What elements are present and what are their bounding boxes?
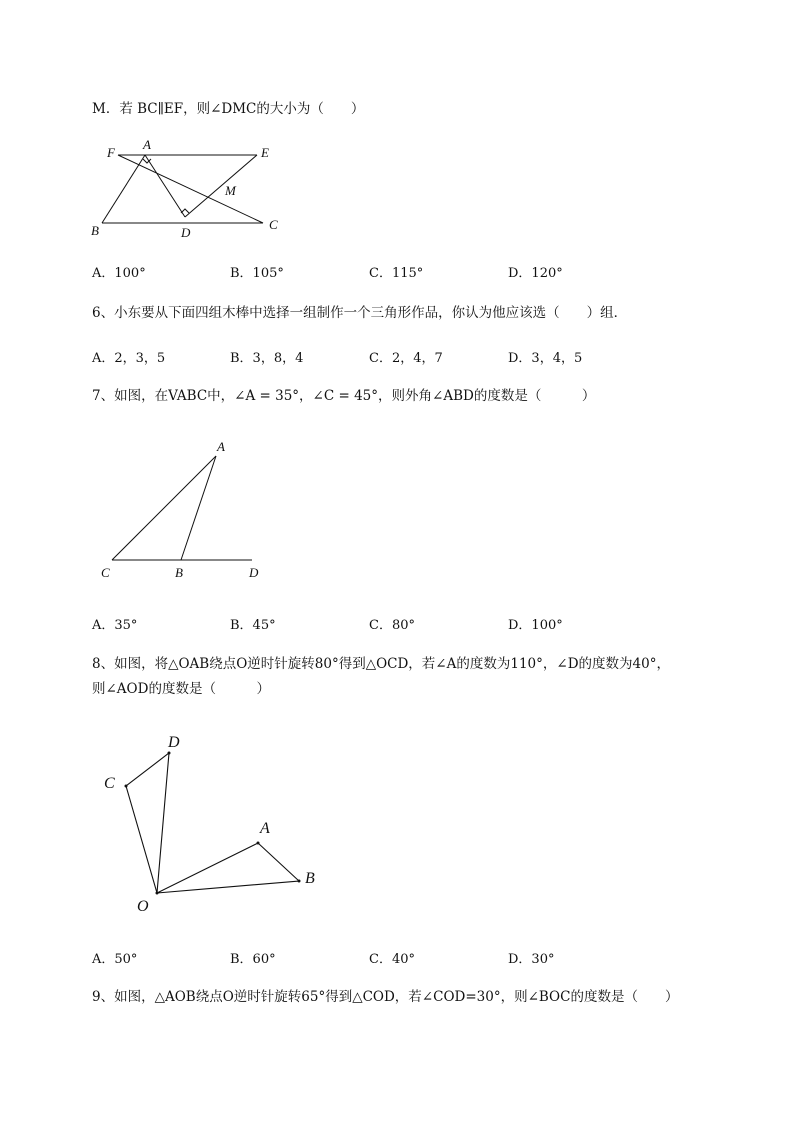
q5-label-d: D [181,225,191,240]
q8-label-d: D [168,734,180,751]
q8-option-a: A．50° [92,952,138,967]
q7-option-a: A．35° [92,618,138,633]
q7-option-b: B．45° [230,618,276,633]
q5-stem: M．若 BC∥EF，则∠DMC的大小为（ ） [92,101,365,117]
q7-option-c: C．80° [369,618,415,633]
q5-label-m: M [225,183,236,198]
q7-label-b: B [175,565,183,580]
q8-option-c: C．40° [369,952,415,967]
q5-right-angle-d [181,209,189,213]
q7-stem: 7、如图，在VABC中，∠A = 35°，∠C = 45°，则外角∠ABD的度数是（ ） [92,388,596,404]
q5-label-e: E [261,145,269,160]
q5-option-b: B．105° [230,266,284,281]
q8-triangle-ocd [126,753,169,893]
q6-option-b: B．3，8，4 [230,351,304,366]
q6-option-c: C．2，4，7 [369,351,443,366]
q5-option-c: C．115° [369,266,424,281]
q5-option-a: A．100° [92,266,146,281]
q5-label-c: C [269,217,278,232]
q5-figure [85,135,305,245]
q9-stem: 9、如图，△AOB绕点O逆时针旋转65°得到△COD，若∠COD=30°，则∠BOC的度数是（ ） [92,989,679,1005]
q7-line-ba [181,456,216,560]
q7-option-d: D．100° [508,618,563,633]
q8-label-o: O [137,898,149,915]
q7-label-c: C [101,565,110,580]
q6-stem: 6、小东要从下面四组木棒中选择一组制作一个三角形作品，你认为他应该选（ ）组． [92,305,628,321]
q8-option-d: D．30° [508,952,555,967]
q8-stem-line2: 则∠AOD的度数是（ ） [92,681,270,697]
q8-triangle-oab [157,843,299,893]
q8-label-a: A [260,820,270,837]
q5-line-de [185,155,257,217]
q5-line-ba [102,155,145,223]
q7-figure [95,435,270,585]
q5-label-a: A [143,137,151,152]
q8-option-b: B．60° [230,952,276,967]
q8-label-b: B [305,870,315,887]
q6-option-d: D．3，4，5 [508,351,583,366]
q5-label-b: B [91,223,99,238]
q8-figure [95,725,335,925]
q5-label-f: F [107,145,115,160]
q7-line-ca [112,456,216,560]
q7-label-d: D [249,565,259,580]
q6-option-a: A．2，3，5 [92,351,166,366]
q5-line-ad [145,155,185,217]
q7-label-a: A [217,439,225,454]
q8-label-c: C [104,775,115,792]
q8-stem-line1: 8、如图，将△OAB绕点O逆时针旋转80°得到△OCD，若∠A的度数为110°，∠D的度数为40°， [92,656,670,672]
q5-option-d: D．120° [508,266,563,281]
